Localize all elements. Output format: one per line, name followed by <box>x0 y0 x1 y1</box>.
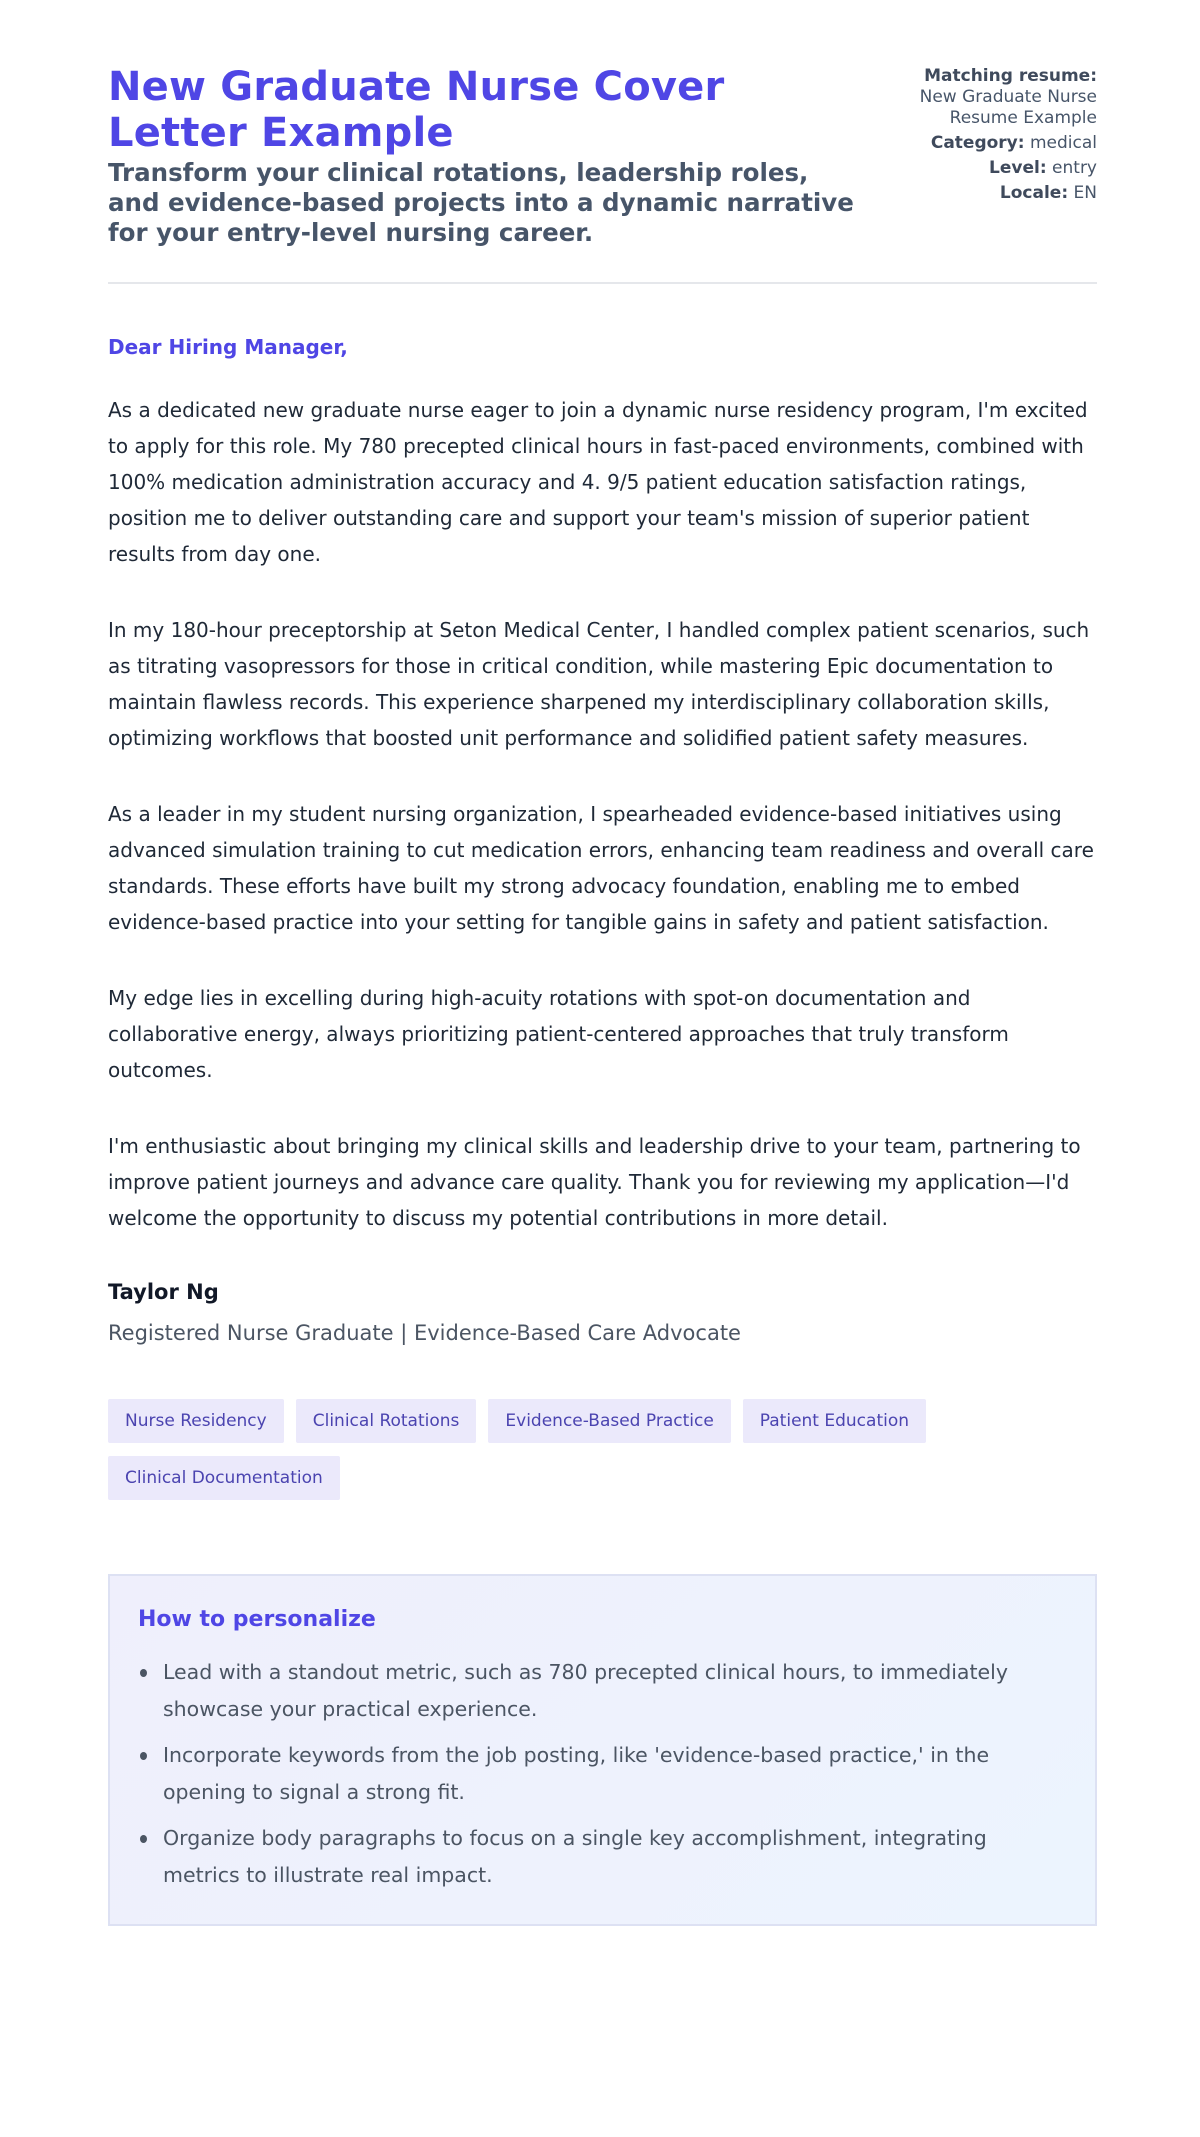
page-title: New Graduate Nurse Cover Letter Example <box>108 64 725 156</box>
letter-paragraph: In my 180-hour preceptorship at Seton Medical Center, I handled complex patient scenarios, such as titrating vasopressors for those in critical condition, while mastering Epic documentation to maintain flawless records. This experience sharpened my interdisciplinary collaboration skills, optimizing workflows that boosted unit performance and solidified patient safety measures. <box>108 618 1090 750</box>
tag-evidence-based-practice[interactable]: Evidence-Based Practice <box>488 1399 730 1443</box>
tip-item <box>138 1820 1067 1894</box>
meta-matching-resume-label: Matching resume: <box>924 66 1097 86</box>
tip-item <box>138 1737 1067 1811</box>
header-titles <box>108 64 867 248</box>
letter-greeting: Dear Hiring Manager, <box>108 335 348 359</box>
tip-item <box>138 1654 1067 1728</box>
meta-category-label: Category: <box>930 133 1025 153</box>
meta-matching-resume <box>867 66 1097 129</box>
tips-title: How to personalize <box>138 1607 376 1632</box>
letter-body <box>108 392 1097 1236</box>
meta-level-label: Level: <box>989 158 1047 178</box>
tag-nurse-residency[interactable]: Nurse Residency <box>108 1399 284 1443</box>
meta-locale <box>867 183 1097 204</box>
tip-text: Lead with a standout metric, such as 780 precepted clinical hours, to immediately showcase your practical experience. <box>163 1660 1008 1721</box>
meta-matching-resume-link[interactable]: New Graduate Nurse Resume Example <box>919 87 1097 128</box>
meta-category-value: medical <box>1029 133 1097 153</box>
tag-patient-education[interactable]: Patient Education <box>743 1399 926 1443</box>
page-header <box>108 64 1097 284</box>
meta-level <box>867 158 1097 179</box>
tip-text: Incorporate keywords from the job posting, like 'evidence-based practice,' in the opening to signal a strong fit. <box>163 1743 990 1804</box>
meta-panel <box>867 64 1097 208</box>
meta-category <box>867 133 1097 154</box>
signature-title: Registered Nurse Graduate | Evidence-Based Care Advocate <box>108 1321 741 1345</box>
meta-locale-label: Locale: <box>999 183 1069 203</box>
bullet-icon <box>140 1835 147 1843</box>
tag-clinical-documentation[interactable]: Clinical Documentation <box>108 1456 340 1500</box>
tip-text: Organize body paragraphs to focus on a single key accomplishment, integrating metrics to illustrate real impact. <box>163 1826 987 1887</box>
tips-list <box>138 1654 1067 1894</box>
page-subtitle: Transform your clinical rotations, leadership roles, and evidence-based projects into a dynamic narrative for your entry-level nursing career. <box>108 158 854 247</box>
letter-paragraph: I'm enthusiastic about bringing my clinical skills and leadership drive to your team, partnering to improve patient journeys and advance care quality. Thank you for reviewing my application—I'd welcome the opportunity to discuss my potential contributions in more detail. <box>108 1134 1081 1230</box>
tag-list <box>108 1399 1008 1500</box>
letter-paragraph: My edge lies in excelling during high-acuity rotations with spot-on documentation and collaborative energy, always prioritizing patient-centered approaches that truly transform outcomes. <box>108 986 1009 1082</box>
signature-name: Taylor Ng <box>108 1280 219 1304</box>
bullet-icon <box>140 1752 147 1760</box>
meta-locale-value: EN <box>1073 183 1097 203</box>
bullet-icon <box>140 1669 147 1677</box>
personalize-tips-box <box>108 1574 1097 1926</box>
letter-paragraph: As a dedicated new graduate nurse eager to join a dynamic nurse residency program, I'm excited to apply for this role. My 780 precepted clinical hours in fast-paced environments, combined with 100% medication administration accuracy and 4. 9/5 patient education satisfaction ratings, position me to deliver outstanding care and support your team's mission of superior patient results from day one. <box>108 398 1088 566</box>
meta-level-value: entry <box>1052 158 1097 178</box>
letter-paragraph: As a leader in my student nursing organization, I spearheaded evidence-based initiatives using advanced simulation training to cut medication errors, enhancing team readiness and overall care standards. These efforts have built my strong advocacy foundation, enabling me to embed evidence-based practice into your setting for tangible gains in safety and patient satisfaction. <box>108 802 1094 934</box>
signature-block <box>108 1278 1097 1347</box>
tag-clinical-rotations[interactable]: Clinical Rotations <box>296 1399 477 1443</box>
